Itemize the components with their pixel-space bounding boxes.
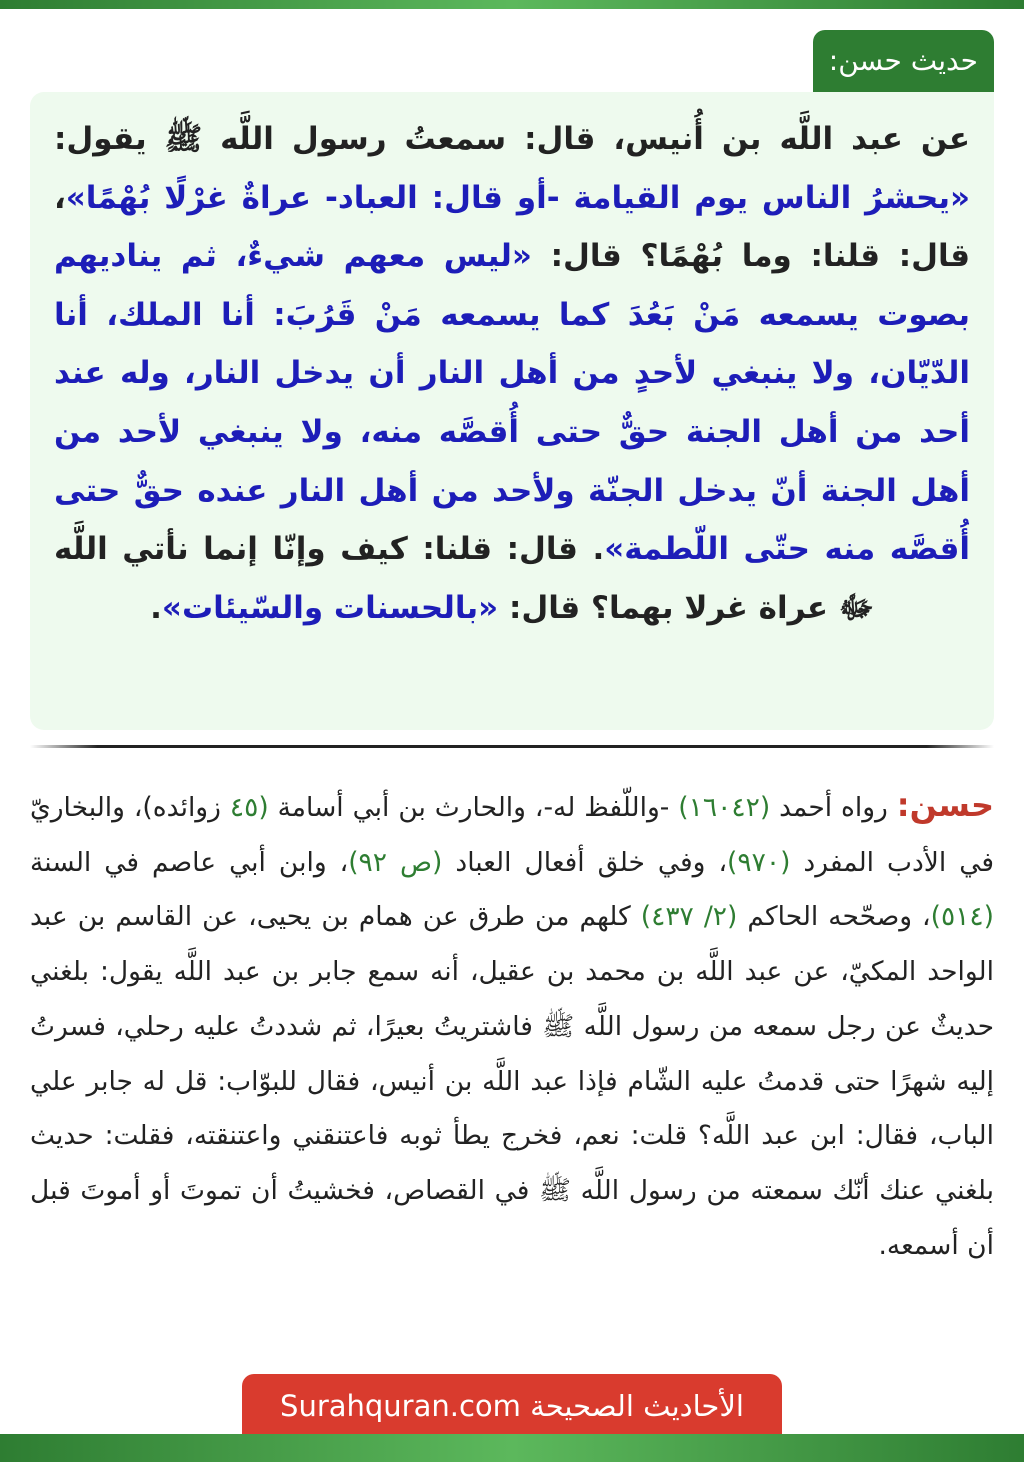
- takhrij-text: [30, 778, 994, 1273]
- takhrij-segment: ، وصحّحه الحاكم: [737, 901, 931, 933]
- takhrij-segment: ، وابن أبي عاصم في السنة: [30, 846, 349, 878]
- divider: [30, 745, 994, 748]
- prophet-quote-3: «بالحسنات والسّيئات»: [161, 589, 499, 626]
- takhrij-segment: رواه أحمد: [770, 792, 897, 823]
- grade-badge: حديث حسن:: [813, 30, 994, 92]
- reference-number: (٤٥: [229, 792, 269, 823]
- reference-number: (٢/ ٤٣٧): [640, 901, 738, 933]
- takhrij-segment: كلهم من طرق عن همام بن يحيى، عن القاسم بن عبد الواحد المكيّ، عن عبد اللَّه بن محمد بن عقيل، أنه سمع جابر بن عبد اللَّه يقول: بلغني حديثٌ عن رجل سمعه من رسول اللَّه ﷺ فاشتريتُ بعيرًا، ثم شددتُ عليه رحلي، فسرتُ إليه شهرًا حتى قدمتُ عليه الشّام فإذا عبد اللَّه بن أنيس، فقال للبوّاب: قل له جابر علي الباب، فقال: ابن عبد اللَّه؟ قلت: نعم، فخرج يطأ ثوبه فاعتنقني واعتنقته، فقلت: حديث بلغني عنك أنّك سمعته من رسول اللَّه ﷺ في القصاص، فخشيتُ أن تموتَ أو أموتَ قبل أن أسمعه.: [30, 901, 994, 1261]
- takhrij-segment: زوائده)، والبخاريّ في الأدب المفرد: [30, 792, 995, 878]
- hadith-intro: عن عبد اللَّه بن أُنيس، قال: سمعتُ رسول اللَّه ﷺ يقول:: [54, 121, 970, 157]
- reference-number: (٩٧٠): [727, 846, 791, 878]
- takhrij-segment: -واللّفظ له-، والحارث بن أبي أسامة: [268, 792, 679, 823]
- reference-number: (٥١٤): [930, 901, 994, 933]
- hadith-box: [30, 92, 994, 730]
- takhrij-segment: ، وفي خلق أفعال العباد: [442, 846, 728, 878]
- prophet-quote-2: «ليس معهم شيءٌ، ثم يناديهم بصوت يسمعه مَنْ بَعُدَ كما يسمعه مَنْ قَرُبَ: أنا الملك، أنا الدّيّان، ولا ينبغي لأحدٍ من أهل النار أن يدخل النار، وله عند أحد من أهل الجنة حقٌّ حتى أُقصَّه منه، ولا ينبغي لأحد من أهل الجنة أنّ يدخل الجنّة ولأحد من أهل النار عنده حقٌّ حتى أُقصَّه منه حتّى اللّطمة»: [54, 238, 970, 568]
- hadith-narration-2: . قال: قلنا: كيف وإنّا إنما نأتي اللَّه ﷻ عراة غرلا بهما؟ قال:: [54, 531, 874, 626]
- hadith-end: .: [150, 589, 162, 626]
- reference-number: (١٦٠٤٢): [678, 792, 771, 823]
- prophet-quote-1: «يحشرُ الناس يوم القيامة -أو قال: العباد- عراةٌ غرْلًا بُهْمًا»: [65, 179, 970, 216]
- hadith-narration-1: ، قال: قلنا: وما بُهْمًا؟ قال:: [54, 179, 970, 275]
- takhrij-grade: حسن:: [896, 786, 994, 824]
- reference-number: (ص ٩٢): [348, 846, 443, 878]
- bottom-bar: [0, 1434, 1024, 1462]
- top-bar: [0, 0, 1024, 9]
- footer-label: الأحاديث الصحيحة Surahquran.com: [242, 1374, 782, 1438]
